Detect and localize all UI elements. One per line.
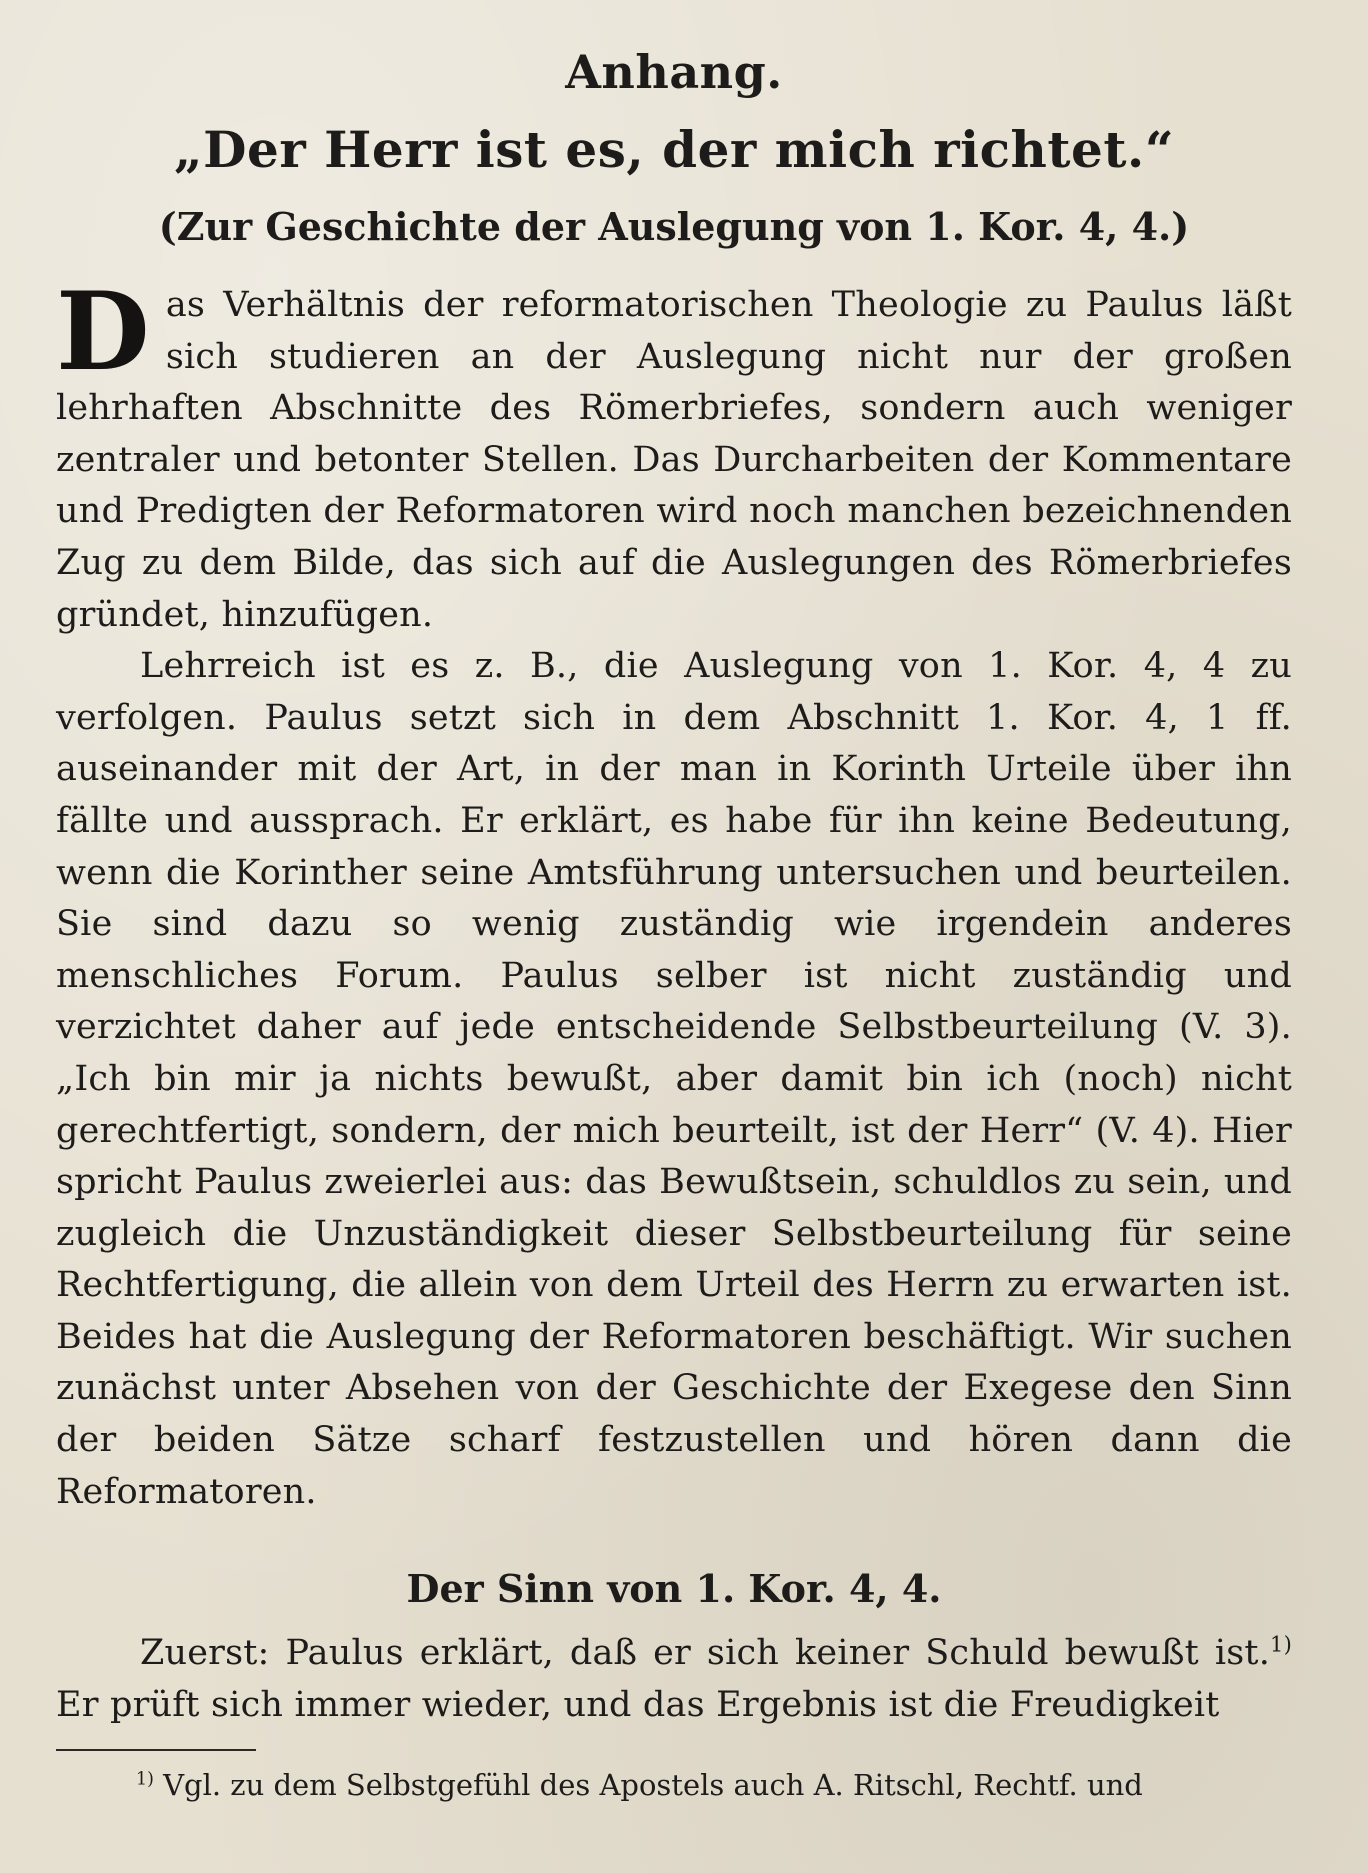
paragraph-3-text-after-note: Er prüft sich immer wieder, und das Ergebnis ist die Freudigkeit — [56, 1684, 1220, 1725]
footnote-reference: 1) — [1270, 1632, 1292, 1657]
footnote-marker: 1) — [136, 1769, 154, 1790]
footnote — [56, 1765, 1292, 1805]
paragraph-1 — [56, 269, 1292, 641]
footnote-text: Vgl. zu dem Selbstgefühl des Apostels auch A. Ritschl, Rechtf. und — [153, 1768, 1143, 1803]
paragraph-1-text: as Verhältnis der reformatorischen Theologie zu Paulus läßt sich studieren an der Auslegung nicht nur der großen lehrhaften Abschnitte des Römerbriefes, sondern auch weniger zentraler und betonter Stellen. Das Durcharbeiten der Kommentare und Predigten der Reformatoren wird noch manchen bezeichnenden Zug zu dem Bilde, das sich auf die Auslegungen des Römerbriefes gründet, hinzufügen. — [56, 285, 1292, 635]
footnote-divider — [56, 1749, 256, 1751]
chapter-subtitle: (Zur Geschichte der Auslegung von 1. Kor. 4, 4.) — [158, 204, 1190, 249]
chapter-title: „Der Herr ist es, der mich richtet.“ — [173, 120, 1175, 179]
paragraph-2: Lehrreich ist es z. B., die Auslegung von 1. Kor. 4, 4 zu verfolgen. Paulus setzt sich in dem Abschnitt 1. Kor. 4, 1 ff. auseinander mit der Art, in der man in Korinth Urteile über ihn fällte und aussprach. Er erklärt, es habe für ihn keine Bedeutung, wenn die Korinther seine Amtsführung untersuchen und beurteilen. Sie sind dazu so wenig zuständig wie irgendein anderes menschliches Forum. Paulus selber ist nicht zuständig und verzichtet daher auf jede entscheidende Selbstbeurteilung (V. 3). „Ich bin mir ja nichts bewußt, aber damit bin ich (noch) nicht gerechtfertigt, sondern, der mich beurteilt, ist der Herr“ (V. 4). Hier spricht Paulus zweierlei aus: das Bewußtsein, schuldlos zu sein, und zugleich die Unzuständigkeit dieser Selbstbeurteilung für seine Rechtfertigung, die allein von dem Urteil des Herrn zu erwarten ist. Beides hat die Auslegung der Reformatoren beschäftigt. Wir suchen zunächst unter Absehen von der Geschichte der Exegese den Sinn der beiden Sätze scharf festzustellen und hören dann die Reformatoren. — [56, 646, 1292, 1512]
paragraph-3 — [56, 1628, 1292, 1731]
appendix-heading: Anhang. — [565, 45, 783, 99]
drop-cap-initial: D — [56, 269, 150, 395]
paragraph-3-text-before-note: Zuerst: Paulus erklärt, daß er sich keiner Schuld bewußt ist. — [140, 1633, 1271, 1674]
section-heading: Der Sinn von 1. Kor. 4, 4. — [406, 1566, 942, 1612]
